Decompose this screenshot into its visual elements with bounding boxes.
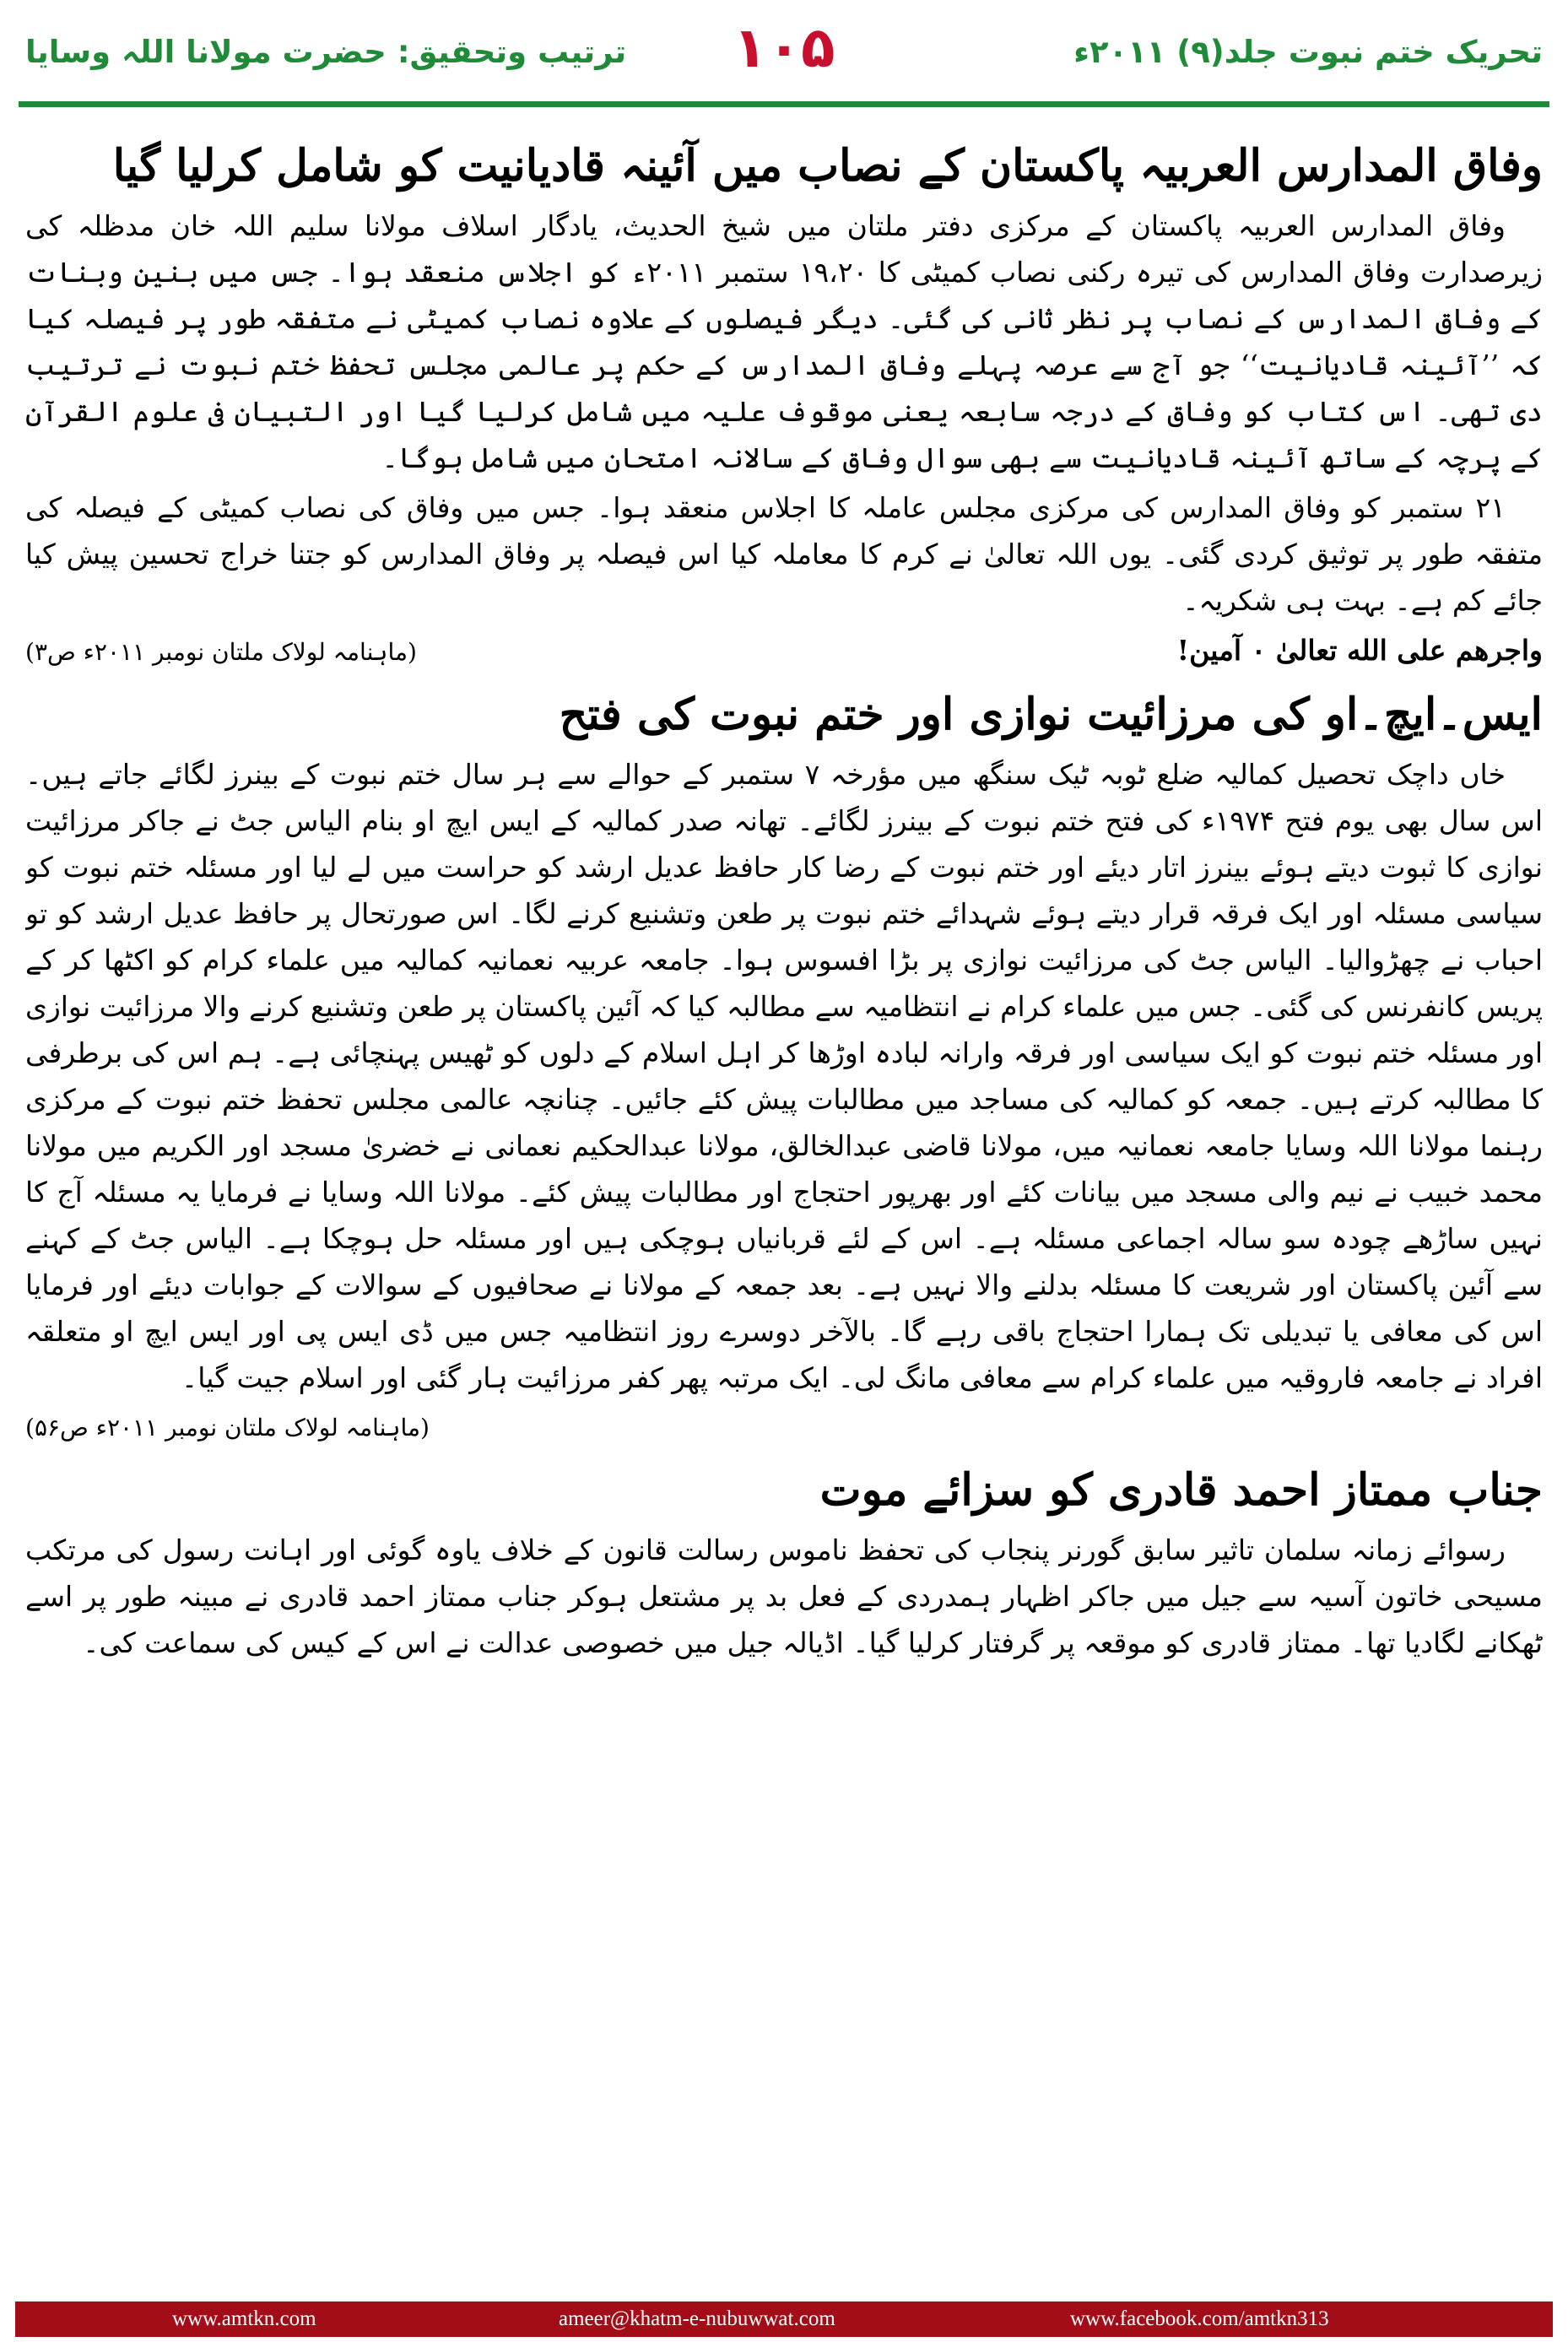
footer-bar <box>15 2301 1553 2337</box>
closing-line <box>25 627 1543 675</box>
closing-prayer: واجرهم على الله تعالىٰ ۰ آمين! <box>1176 634 1543 667</box>
page-header <box>0 0 1568 118</box>
page-number: ۱۰۵ <box>733 15 835 80</box>
paragraph: ۲۱ ستمبر کو وفاق المدارس کی مرکزی مجلس عاملہ کا اجلاس منعقد ہوا۔ جس میں وفاق کی نصاب کمیٹی کے فیصلہ کی متفقہ طور پر توثیق کردی گئی۔ یوں اللہ تعالیٰ نے کرم کا معاملہ کیا اس فیصلہ پر وفاق المدارس کو جتنا خراج تحسین پیش کیا جائے کم ہے۔ بہت ہی شکریہ۔ <box>25 491 1543 617</box>
source-citation: (ماہنامہ لولاک ملتان نومبر ۲۰۱۱ء ص۵۶) <box>25 1414 430 1441</box>
website-link[interactable]: www.amtkn.com <box>172 2307 316 2330</box>
compiler-credit: ترتیب وتحقیق: حضرت مولانا اللہ وسایا <box>25 34 627 70</box>
paragraph: خاں داچک تحصیل کمالیہ ضلع ٹوبہ ٹیک سنگھ میں مؤرخہ ۷ ستمبر کے حوالے سے ہر سال ختم نبوت کے بینرز لگائے جاتے ہیں۔ اس سال بھی یوم فتح ۱۹۷۴ء کی فتح ختم نبوت کے بینرز لگائے۔ تھانہ صدر کمالیہ کے ایس ایچ او بنام الیاس جٹ نے جاکر مرزائیت نوازی کا ثبوت دیتے ہوئے بینرز اتار دیئے اور ختم نبوت کے رضا کار حافظ عدیل ارشد کو حراست میں لے لیا اور مسئلہ ختم نبوت کو سیاسی مسئلہ اور ایک فرقہ قرار دیتے ہوئے شہدائے ختم نبوت پر طعن وتشنیع کرنے لگا۔ اس صورتحال پر حافظ عدیل ارشد کو تو احباب نے چھڑوالیا۔ الیاس جٹ کی مرزائیت نوازی پر بڑا افسوس ہوا۔ جامعہ عربیہ نعمانیہ کمالیہ میں علماء کرام کو اکٹھا کر کے پریس کانفرنس کی گئی۔ جس میں علماء کرام نے انتظامیہ سے مطالبہ کیا کہ آئین پاکستان پر طعن وتشنیع کرنے والا مرزائیت نوازی اور مسئلہ ختم نبوت کو ایک سیاسی اور فرقہ وارانہ لبادہ اوڑھا کر اہل اسلام کے دلوں کو ٹھیس پہنچائی ہے۔ ہم اس کی برطرفی کا مطالبہ کرتے ہیں۔ جمعہ کو کمالیہ کی مساجد میں مطالبات پیش کئے جائیں۔ چنانچہ عالمی مجلس تحفظ ختم نبوت کے مرکزی رہنما مولانا اللہ وسایا جامعہ نعمانیہ میں، مولانا قاضی عبدالخالق، مولانا عبدالحکیم نعمانی نے خضریٰ مسجد اور الکریم میں مولانا محمد خبیب نے نیم والی مسجد میں بیانات کئے اور بھرپور احتجاج اور مطالبات پیش کئے۔ مولانا اللہ وسایا نے فرمایا یہ مسئلہ آج کا نہیں ساڑھے چودہ سو سالہ اجماعی مسئلہ ہے۔ اس کے لئے قربانیاں ہوچکی ہیں اور مسئلہ حل ہوچکا ہے۔ الیاس جٹ کے کہنے سے آئین پاکستان اور شریعت کا مسئلہ بدلنے والا نہیں ہے۔ بعد جمعہ کے مولانا نے صحافیوں کے سوالات کے جوابات دیئے اور فرمایا اس کی معافی یا تبدیلی تک ہمارا احتجاج باقی رہے گا۔ بالآخر دوسرے روز انتظامیہ جس میں ڈی ایس پی اور ایس ایچ او متعلقہ افراد نے جامعہ فاروقیہ میں علماء کرام سے معافی مانگ لی۔ ایک مرتبہ پھر کفر مرزائیت ہار گئی اور اسلام جیت گیا۔ <box>25 758 1543 1394</box>
section-heading: وفاق المدارس العربیہ پاکستان کے نصاب میں آئینہ قادیانیت کو شامل کرلیا گیا <box>112 140 1543 192</box>
facebook-link[interactable]: www.facebook.com/amtkn313 <box>1070 2307 1329 2330</box>
section-heading: جناب ممتاز احمد قادری کو سزائے موت <box>819 1464 1543 1516</box>
source-line <box>25 1404 1543 1451</box>
header-divider <box>19 101 1549 107</box>
page-content <box>25 127 1543 2199</box>
paragraph: وفاق المدارس العربیہ پاکستان کے مرکزی دفتر ملتان میں شیخ الحدیث، یادگار اسلاف مولانا سلیم اللہ خان مدظلہ کی زیرصدارت وفاق المدارس کی تیرہ رکنی نصاب کمیٹی کا ۱۹،۲۰ ستمبر ۲۰۱۱ء کو اجلاس منعقد ہوا۔ جس میں بنین وبنات کے وفاق المدارس کے نصاب پر نظر ثانی کی گئی۔ دیگر فیصلوں کے علاوہ نصاب کمیٹی نے متفقہ طور پر فیصلہ کیا کہ ’’آئینہ قادیانیت‘‘ جو آج سے عرصہ پہلے وفاق المدارس کے حکم پر عالمی مجلس تحفظ ختم نبوت نے ترتیب دی تھی۔ اس کتاب کو وفاق کے درجہ سابعہ یعنی موقوف علیہ میں شامل کرلیا گیا اور التبیان فی علوم القرآن کے پرچہ کے ساتھ آئینہ قادیانیت سے بھی سوال وفاق کے سالانہ امتحان میں شامل ہوگا۔ <box>25 209 1543 474</box>
email-link[interactable]: ameer@khatm-e-nubuwwat.com <box>559 2307 835 2330</box>
section-heading: ایس۔ایچ۔او کی مرزائیت نوازی اور ختم نبوت کی فتح <box>559 689 1543 740</box>
series-title: تحریک ختم نبوت جلد(۹) ۲۰۱۱ء <box>1073 34 1543 70</box>
paragraph: رسوائے زمانہ سلمان تاثیر سابق گورنر پنجاب کی تحفظ ناموس رسالت قانون کے خلاف یاوہ گوئی اور اہانت رسول کی مرتکب مسیحی خاتون آسیہ سے جیل میں جاکر اظہار ہمدردی کے فعل بد پر مشتعل ہوکر جناب ممتاز احمد قادری نے مبینہ طور پر اسے ٹھکانے لگادیا تھا۔ ممتاز قادری کو موقعہ پر گرفتار کرلیا گیا۔ اڈیالہ جیل میں خصوصی عدالت نے اس کے کیس کی سماعت کی۔ <box>25 1533 1543 1659</box>
source-citation: (ماہنامہ لولاک ملتان نومبر ۲۰۱۱ء ص۳) <box>25 638 417 666</box>
